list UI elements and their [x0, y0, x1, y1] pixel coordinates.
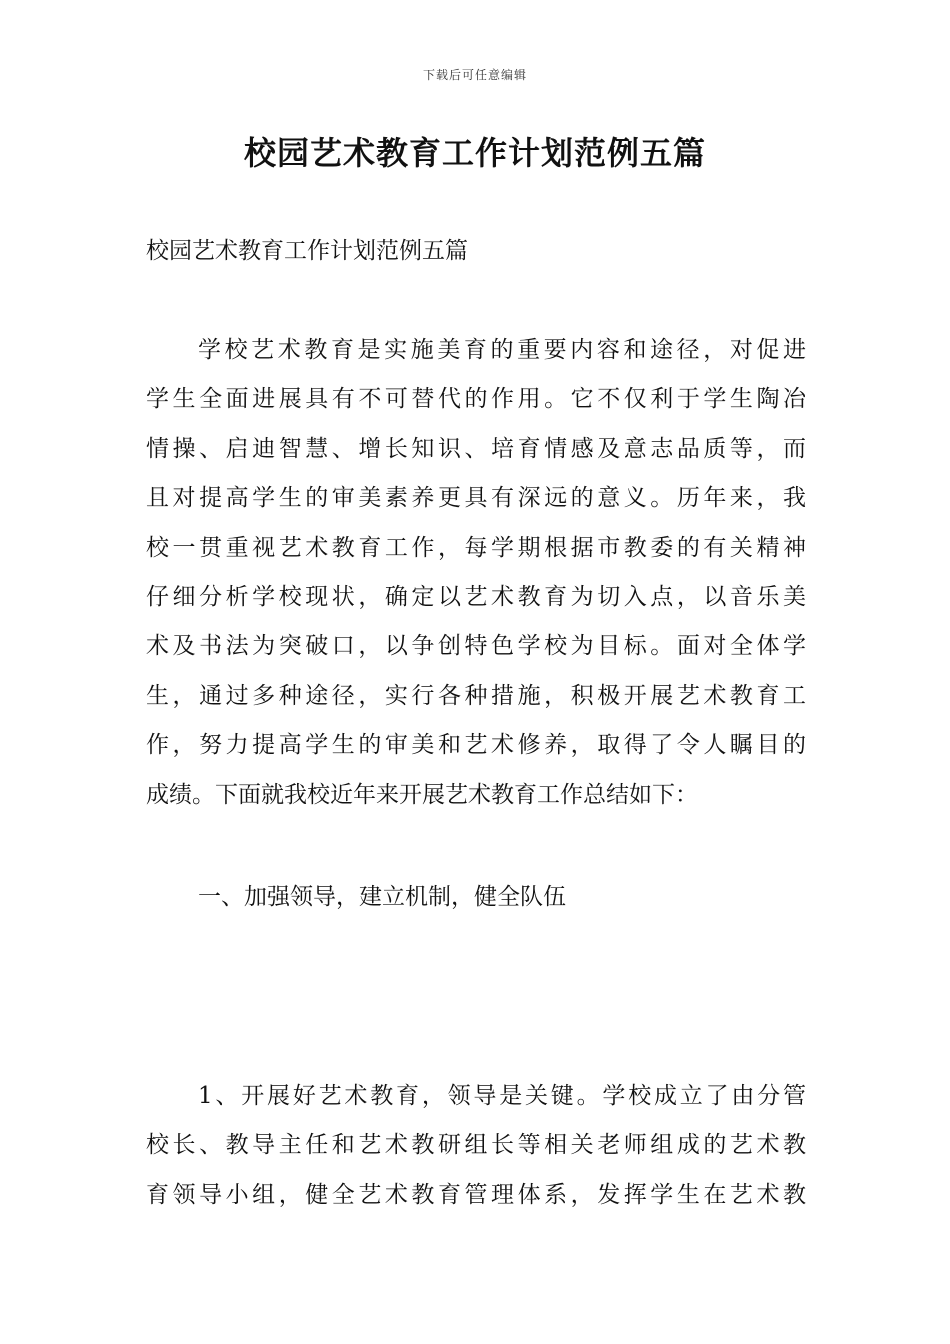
section-heading: 一、加强领导，建立机制，健全队伍 — [198, 884, 566, 910]
paragraph-line: 情操、启迪智慧、增长知识、培育情感及意志品质等，而 — [146, 435, 806, 462]
paragraph-line: 仔细分析学校现状，确定以艺术教育为切入点，以音乐美 — [146, 583, 806, 610]
document-title: 校园艺术教育工作计划范例五篇 — [243, 134, 706, 172]
point-one-paragraph — [146, 1072, 806, 1220]
paragraph-line: 1、开展好艺术教育，领导是关键。学校成立了由分管 — [198, 1083, 806, 1109]
paragraph-line: 术及书法为突破口，以争创特色学校为目标。面对全体学 — [146, 633, 806, 660]
paragraph-line: 成绩。下面就我校近年来开展艺术教育工作总结如下： — [146, 781, 698, 808]
paragraph-line: 校一贯重视艺术教育工作，每学期根据市教委的有关精神 — [146, 534, 806, 561]
paragraph-line: 作，努力提高学生的审美和艺术修养，取得了令人瞩目的 — [146, 732, 806, 759]
intro-paragraph — [146, 326, 806, 820]
document-subtitle: 校园艺术教育工作计划范例五篇 — [146, 238, 468, 264]
paragraph-line: 育领导小组，健全艺术教育管理体系，发挥学生在艺术教 — [146, 1181, 806, 1208]
paragraph-line: 且对提高学生的审美素养更具有深远的意义。历年来，我 — [146, 485, 806, 512]
paragraph-line: 学校艺术教育是实施美育的重要内容和途径，对促进 — [198, 337, 806, 363]
paragraph-line: 校长、教导主任和艺术教研组长等相关老师组成的艺术教 — [146, 1132, 806, 1159]
paragraph-line: 学生全面进展具有不可替代的作用。它不仅利于学生陶冶 — [146, 386, 806, 413]
header-note: 下载后可任意编辑 — [422, 68, 527, 82]
paragraph-line: 生，通过多种途径，实行各种措施，积极开展艺术教育工 — [146, 682, 806, 709]
